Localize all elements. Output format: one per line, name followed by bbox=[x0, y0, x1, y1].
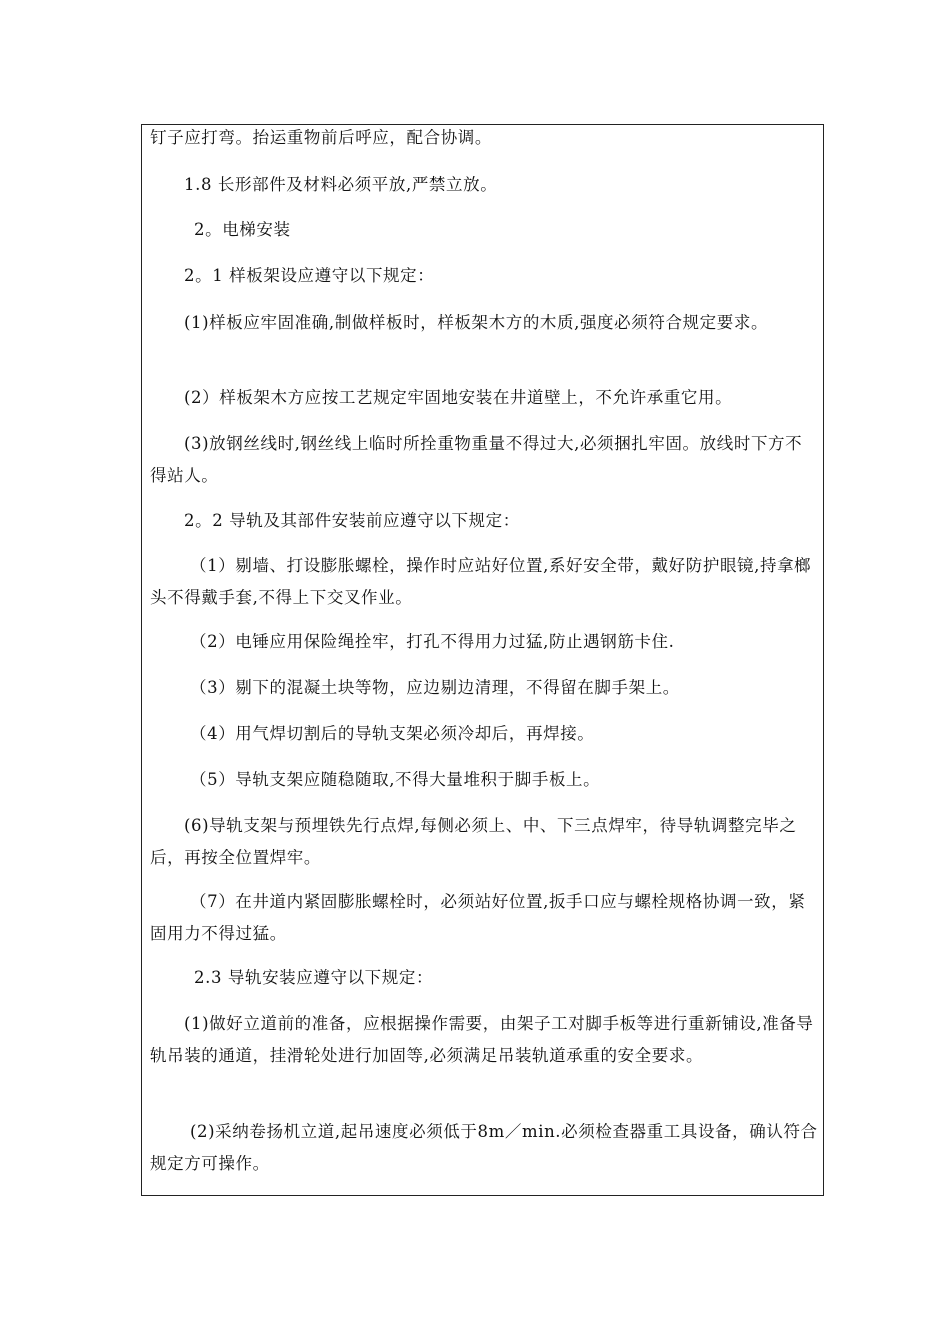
paragraph-2-1-2: (2）样板架木方应按工艺规定牢固地安装在井道壁上，不允许承重它用。 bbox=[184, 388, 733, 407]
paragraph-2-2-1: （1）剔墙、打设膨胀螺栓，操作时应站好位置,系好安全带，戴好防护眼镜,持拿榔头不得戴手套,不得上下交叉作业。 bbox=[150, 556, 812, 607]
paragraph-2-1-3: (3)放钢丝线时,钢丝线上临时所拴重物重量不得过大,必须捆扎牢固。放线时下方不得站人。 bbox=[150, 434, 803, 485]
subsection-heading-2-3: 2.3 导轨安装应遵守以下规定： bbox=[194, 968, 434, 987]
paragraph-2-3-1: (1)做好立道前的准备，应根据操作需要，由架子工对脚手板等进行重新铺设,准备导轨吊装的通道，挂滑轮处进行加固等,必须满足吊装轨道承重的安全要求。 bbox=[150, 1014, 814, 1065]
paragraph-1-8: 1.8 长形部件及材料必须平放,严禁立放。 bbox=[184, 175, 498, 194]
paragraph-2-1-1: (1)样板应牢固准确,制做样板时，样板架木方的木质,强度必须符合规定要求。 bbox=[184, 313, 769, 332]
paragraph-2-2-3: （3）剔下的混凝土块等物，应边剔边清理，不得留在脚手架上。 bbox=[190, 678, 680, 697]
paragraph-2-2-4: （4）用气焊切割后的导轨支架必须冷却后，再焊接。 bbox=[190, 724, 595, 743]
subsection-heading-2-2: 2。2 导轨及其部件安装前应遵守以下规定： bbox=[184, 511, 520, 530]
section-heading-2: 2。电梯安装 bbox=[194, 220, 291, 239]
paragraph-2-2-5: （5）导轨支架应随稳随取,不得大量堆积于脚手板上。 bbox=[190, 770, 601, 789]
paragraph-continuation: 钉子应打弯。抬运重物前后呼应，配合协调。 bbox=[150, 128, 492, 147]
paragraph-2-2-7: （7）在井道内紧固膨胀螺栓时，必须站好位置,扳手口应与螺栓规格协调一致，紧固用力不得过猛。 bbox=[150, 892, 806, 943]
paragraph-2-2-6: (6)导轨支架与预埋铁先行点焊,每侧必须上、中、下三点焊牢，待导轨调整完毕之后，再按全位置焊牢。 bbox=[150, 816, 797, 867]
paragraph-2-3-2: (2)采纳卷扬机立道,起吊速度必须低于8m／min.必须检查器重工具设备，确认符合规定方可操作。 bbox=[150, 1122, 818, 1173]
subsection-heading-2-1: 2。1 样板架设应遵守以下规定： bbox=[184, 266, 435, 285]
paragraph-2-2-2: （2）电锤应用保险绳拴牢，打孔不得用力过猛,防止遇钢筋卡住. bbox=[190, 632, 675, 651]
